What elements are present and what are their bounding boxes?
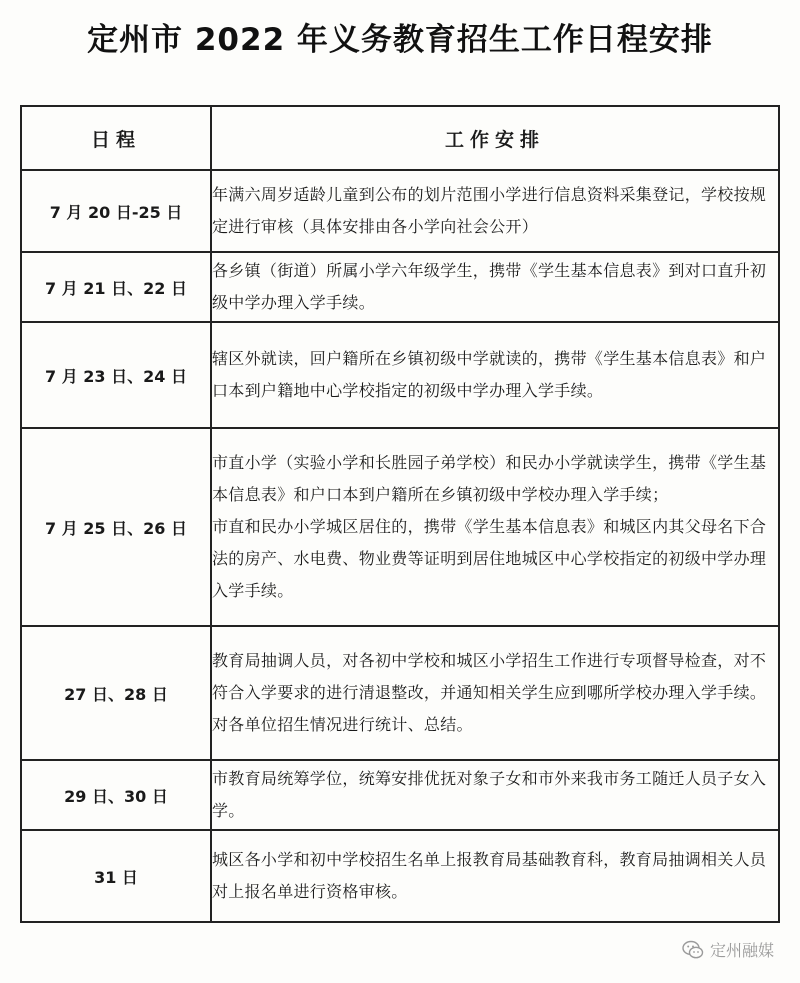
row-work: [211, 626, 779, 760]
table-row: [21, 252, 779, 322]
row-work: [211, 760, 779, 830]
table-row: [21, 760, 779, 830]
table-row: [21, 170, 779, 252]
row-date: 27 日、28 日: [21, 626, 211, 760]
table-row: [21, 428, 779, 626]
row-work: [211, 428, 779, 626]
work-text: 教育局抽调人员，对各初中学校和城区小学招生工作进行专项督导检查，对不符合入学要求的进行清退整改，并通知相关学生应到哪所学校办理入学手续。对各单位招生情况进行统计、总结。: [212, 651, 767, 734]
page-title: 定州市 2022 年义务教育招生工作日程安排: [87, 22, 713, 58]
watermark: [682, 938, 774, 961]
row-work: [211, 170, 779, 252]
table-row: [21, 626, 779, 760]
work-text: 市直小学（实验小学和长胜园子弟学校）和民办小学就读学生，携带《学生基本信息表》和户口本到户籍所在乡镇初级中学校办理入学手续；: [212, 453, 767, 504]
row-work: [211, 830, 779, 922]
work-text: 市直和民办小学城区居住的，携带《学生基本信息表》和城区内其父母名下合法的房产、水电费、物业费等证明到居住地城区中心学校指定的初级中学办理入学手续。: [212, 517, 767, 600]
work-text: 辖区外就读，回户籍所在乡镇初级中学就读的，携带《学生基本信息表》和户口本到户籍地中心学校指定的初级中学办理入学手续。: [212, 349, 767, 400]
table-header-row: [21, 106, 779, 170]
work-text: 各乡镇（街道）所属小学六年级学生，携带《学生基本信息表》到对口直升初级中学办理入学手续。: [212, 261, 767, 312]
work-text: 市教育局统筹学位，统筹安排优抚对象子女和市外来我市务工随迁人员子女入学。: [212, 769, 767, 820]
row-work: [211, 252, 779, 322]
row-date: 7 月 25 日、26 日: [21, 428, 211, 626]
row-date: 7 月 21 日、22 日: [21, 252, 211, 322]
row-date: 31 日: [21, 830, 211, 922]
header-date: 日程: [21, 106, 211, 170]
wechat-icon: [682, 940, 704, 960]
header-work: 工作安排: [211, 106, 779, 170]
table-row: [21, 830, 779, 922]
row-date: 29 日、30 日: [21, 760, 211, 830]
row-date: 7 月 23 日、24 日: [21, 322, 211, 428]
watermark-text: 定州融媒: [709, 941, 774, 960]
row-date: 7 月 20 日-25 日: [21, 170, 211, 252]
work-text: 城区各小学和初中学校招生名单上报教育局基础教育科，教育局抽调相关人员对上报名单进行资格审核。: [212, 850, 767, 901]
row-work: [211, 322, 779, 428]
schedule-table: [20, 105, 780, 923]
table-row: [21, 322, 779, 428]
work-text: 年满六周岁适龄儿童到公布的划片范围小学进行信息资料采集登记，学校按规定进行审核（具体安排由各小学向社会公开）: [212, 185, 767, 236]
